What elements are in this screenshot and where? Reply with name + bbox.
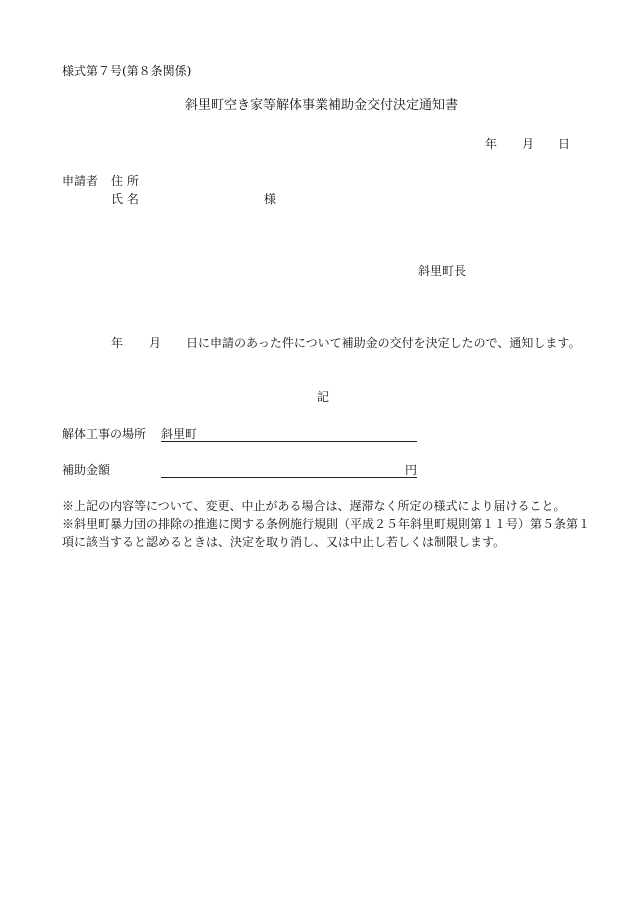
location-underline [161,427,417,442]
address-label: 住 所 [111,174,139,188]
body-year: 年 [111,336,124,350]
document-title: 斜里町空き家等解体事業補助金交付決定通知書 [185,98,459,113]
note-line: ※上記の内容等について、変更、中止がある場合は、遅滞なく所定の様式により届けること。 [62,499,566,513]
body-text: 日に申請のあった件について補助金の交付を決定したので、通知します。 [186,336,581,350]
date-year: 年 [485,137,498,151]
issuer: 斜里町長 [418,264,467,278]
body-month: 月 [149,336,162,350]
honorific: 様 [264,192,277,206]
name-label: 氏 名 [111,192,139,206]
ki-heading: 記 [317,390,330,404]
location-label: 解体工事の場所 [62,427,147,441]
note-line: 項に該当すると認めるときは、決定を取り消し、又は中止し若しくは制限します。 [62,535,506,549]
date-day: 日 [558,137,571,151]
amount-underline [161,463,417,478]
location-value: 斜里町 [161,427,198,441]
applicant-label: 申請者 [62,174,99,188]
note-line: ※斜里町暴力団の排除の推進に関する条例施行規則（平成２５年斜里町規則第１１号）第５条第１ [62,517,591,531]
date-month: 月 [522,137,535,151]
form-number: 様式第７号(第８条関係) [62,64,192,78]
amount-unit: 円 [405,463,418,477]
amount-label: 補助金額 [62,463,111,477]
